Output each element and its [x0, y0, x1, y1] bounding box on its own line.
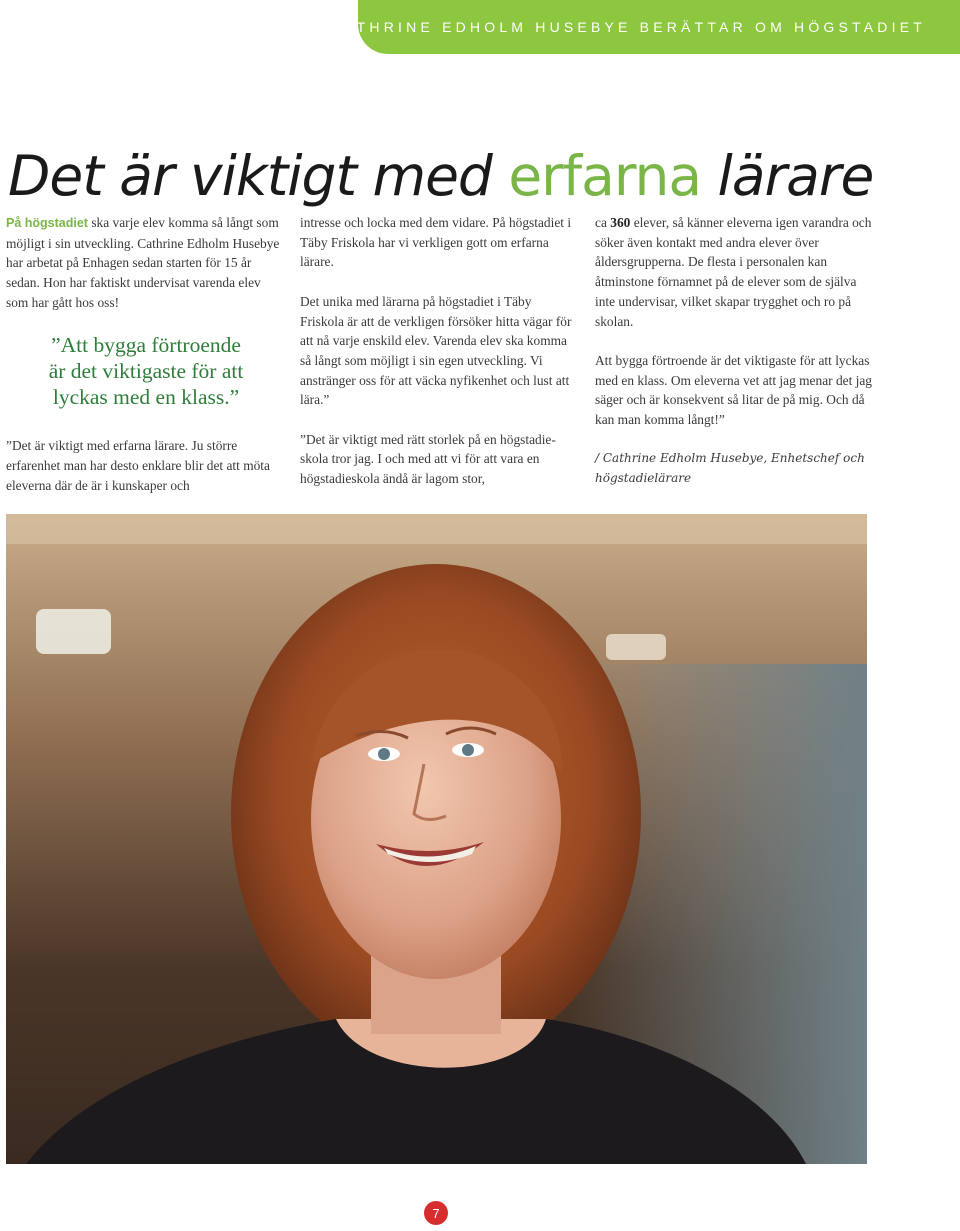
- body-paragraph: Att bygga förtroende är det viktigaste för att lyckas med en klass. Om eleverna vet att jag menar det jag säger och är konsekvent så litar de på mig. Och då kan man komma långt!”: [595, 352, 873, 428]
- body-paragraph: ”Det är viktigt med erfarna lärare. Ju större erfarenhet man har desto enklare blir det att möta eleverna där de är i kunskaper och: [6, 438, 270, 493]
- body-paragraph: Det unika med lärarna på högstadiet i Täby Friskola är att de verkligen försöker hitta vägar för att nå varje enskild elev. Varenda elev ska komma så långt som möjligt i sin egen utveckling. Vi anstränger oss för att väcka nyfikenhet och lust att lära.”: [300, 293, 572, 408]
- text-fragment: ca: [595, 215, 611, 230]
- portrait-illustration: [6, 514, 867, 1164]
- pull-quote: [6, 332, 286, 410]
- text-fragment: elever, så känner eleverna igen varandra och söker även kontakt med andra elever över åldersgrupperna. De flesta i personalen kan åtminstone förnamnet på de elever som de själva inte undervisar, vilket skapar trygghet och ro på skolan.: [595, 215, 872, 329]
- pull-quote-line: lyckas med en klass.”: [52, 385, 240, 410]
- headline-part-3: lärare: [701, 144, 874, 208]
- article-headline: [8, 140, 873, 212]
- pull-quote-line: ”Att bygga förtroende: [51, 333, 241, 358]
- column-2: [300, 213, 575, 509]
- column-1: [6, 213, 286, 515]
- body-paragraph: ”Det är viktigt med rätt storlek på en högstadie-skola tror jag. I och med att vi för att vara en högstadieskola ändå är lagom stor,: [300, 431, 556, 487]
- body-paragraph: [595, 213, 875, 331]
- portrait-photo: [6, 514, 867, 1164]
- column-3: [595, 213, 875, 509]
- body-paragraph: intresse och locka med dem vidare. På högstadiet i Täby Friskola har vi verkligen gott om erfarna lärare.: [300, 215, 572, 270]
- headline-highlight: erfarna: [508, 144, 702, 208]
- headline-part-1: Det är viktigt med: [8, 144, 509, 208]
- pull-quote-line: är det viktigaste för att: [48, 359, 244, 384]
- author-signature: / Cathrine Edholm Husebye, Enhetschef och högstadielärare: [595, 451, 865, 486]
- page-number-badge: 7: [424, 1201, 448, 1225]
- intro-text: ska varje elev komma så långt som möjligt i sin utveckling. Cathrine Edholm Husebye har arbetat på Enhagen sedan starten för 15 år sedan. Hon har faktiskt undervisat varenda elev som har gått hos oss!: [6, 215, 280, 310]
- student-count: 360: [610, 215, 631, 230]
- lead-in: På högstadiet: [6, 216, 88, 230]
- banner-title: CATHRINE EDHOLM HUSEBYE BERÄTTAR OM HÖGSTADIET: [329, 19, 926, 35]
- header-banner: [329, 0, 960, 54]
- intro-paragraph: [6, 213, 286, 313]
